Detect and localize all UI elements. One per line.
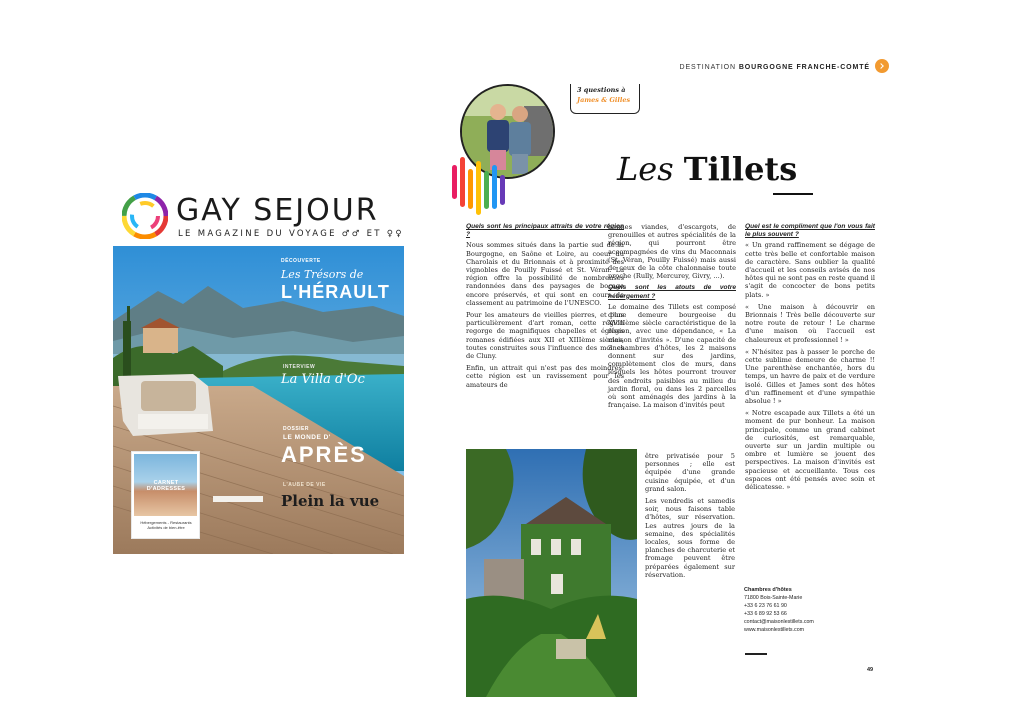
testimonial: « Un grand raffinement se dégage de cette très belle et confortable maison de caractère. Sans oublier la qualité d'accueil et les conseils avisés de nos hôtes qui ne sont pas en reste quand il s'agit de concocter de bons petits plats. » — [745, 241, 875, 299]
question-heading: Quel est le compliment que l'on vous fait le plus souvent ? — [745, 223, 875, 239]
question-heading: Quels sont les principaux attraits de votre région ? — [466, 223, 624, 239]
article-column-2-continued — [645, 452, 735, 583]
cover-tag-interview: INTERVIEW — [283, 364, 316, 370]
destination-prefix: DESTINATION — [679, 64, 736, 71]
contact-title: Chambres d'hôtes — [744, 587, 792, 593]
article-column-3 — [745, 223, 875, 495]
contact-block — [744, 586, 814, 634]
cover-headline-monde: LE MONDE D' — [283, 434, 331, 441]
carnet-adresses-card — [131, 451, 200, 539]
cover-tag-aube: L'AUBE DE VIE — [283, 482, 326, 488]
contact-phone-2: +33 6 89 92 53 66 — [744, 611, 787, 617]
magazine-cover — [113, 246, 404, 554]
paragraph: bonnes viandes, d'escargots, de grenouilles et autres spécialités de la région, qui pourront être accompagnées de vins du Maconnais (St. Véran, Pouilly Fuissé) mais aussi de ceux de la côte chalonnaise toute proche (Rully, Mercurey, Givry, ...). — [608, 223, 736, 281]
question-heading: Quels sont les atouts de votre hébergement ? — [608, 284, 736, 300]
paragraph: Nous sommes situés dans la partie sud de la Bourgogne, en Saône et Loire, au coeur du Charolais et du Brionnais et à proximité des vignobles de Pouilly Fuissé et St. Véran. La région offre la possibilité de nombreuses randonnées dans des paysages de bocage encore préservés, et qui sont en cours de classement au patrimoine de l'UNESCO. — [466, 241, 624, 307]
magazine-logo — [122, 193, 404, 243]
cover-tag-dossier: DOSSIER — [283, 426, 310, 432]
questions-bubble-line2: James & Gilles — [577, 96, 631, 104]
cover-headline-plein: Plein la vue — [281, 492, 380, 510]
article-title-light: Les — [617, 150, 674, 188]
carnet-title: CARNET D'ADRESSES — [146, 480, 186, 492]
paragraph: Le domaine des Tillets est composé d'une demeure bourgeoise du XVIIIème siècle caractéristique de la région, avec une dépendance, « La maison d'invités ». D'une capacité de 3 chambres d'hôtes, les 2 maisons donnent sur des jardins, complètement clos de murs, dans lesquels les hôtes pourront trouver des endroits paisibles au milieu du jardin floral, ou dans les 2 parcelles où sont aménagés des jardins à la française. La maison d'invités peut — [608, 302, 736, 410]
questions-bubble-line1: 3 questions à — [577, 86, 626, 94]
article-title — [617, 150, 797, 188]
house-photo — [466, 449, 637, 697]
article-column-1 — [466, 223, 624, 393]
title-underline — [773, 193, 813, 195]
paragraph: Les vendredis et samedis soir, nous faisons table d'hôtes, sur réservation. Les autres jours de la semaine, des spécialités locales, sous forme de planches de charcuterie et fromage peuvent être préparées également sur réservation. — [645, 497, 735, 579]
cover-headline-villa: La Villa d'Oc — [281, 372, 365, 387]
house-illustration — [466, 449, 637, 697]
carnet-caption: Hébergements - Restaurants Activités de bien-être — [140, 520, 192, 530]
contact-website[interactable]: www.maisonlestillets.com — [744, 627, 805, 633]
rainbow-bars-decoration — [452, 157, 512, 215]
chevron-right-icon — [875, 59, 889, 73]
article-title-bold: Tillets — [683, 150, 798, 188]
testimonial: « Une maison à découvrir en Brionnais ! Très belle découverte sur notre route de retour ! Le charme d'une maison où l'accueil est chaleureux et professionnel ! » — [745, 302, 875, 344]
cover-headline-script: Les Trésors de — [281, 268, 364, 281]
magazine-title: GAY SEJOUR — [176, 193, 379, 228]
rainbow-swirl-icon — [122, 193, 168, 239]
destination-header — [680, 64, 870, 71]
paragraph: Enfin, un attrait qui n'est pas des moindres, cette région est un ravissement pour les amateurs de — [466, 364, 624, 389]
magazine-subtitle: LE MAGAZINE DU VOYAGE ♂♂ ET ♀♀ — [178, 229, 404, 239]
testimonial: « Notre escapade aux Tillets a été un moment de pur bonheur. La maison principale, comme un grand cabinet de curiosités, est remarquable, ouverte sur un jardin multiple ou ombre et lumière se jouent des perspectives. La maison d'invités est spacieuse et accueillante. Tous ces espaces ont été pensés avec soin et délicatesse. » — [745, 409, 875, 492]
testimonial: « N'hésitez pas à passer le porche de cette sublime demeure de charme !! Une parenthèse enchantée, hors du temps, un havre de paix et de verdure isolé. Gilles et James sont des hôtes d'un raffinement et d'une sympathie absolue ! » — [745, 347, 875, 406]
article-column-2 — [608, 223, 736, 413]
cover-tag-decouverte: DÉCOUVERTE — [281, 258, 321, 264]
contact-address: 71800 Bois-Sainte-Marie — [744, 595, 803, 601]
destination-region: BOURGOGNE FRANCHE-COMTÉ — [738, 64, 870, 71]
page-number: 49 — [867, 667, 874, 673]
cover-headline-apres: APRÈS — [281, 442, 367, 467]
contact-email[interactable]: contact@maisonlestillets.com — [744, 619, 814, 625]
paragraph: Pour les amateurs de vieilles pierres, et plus particulièrement d'art roman, cette région regorge de magnifiques chapelles et églises romanes édifiées aux XII et XIIIème siècles, toutes construites sous l'influence des moines de Cluny. — [466, 311, 624, 361]
contact-divider — [745, 653, 767, 655]
contact-phone-1: +33 6 23 76 61 90 — [744, 603, 787, 609]
paragraph: être privatisée pour 5 personnes ; elle est équipée d'une grande cuisine équipée, et d'un grand salon. — [645, 452, 735, 493]
cover-headline-herault: L'HÉRAULT — [281, 282, 390, 302]
